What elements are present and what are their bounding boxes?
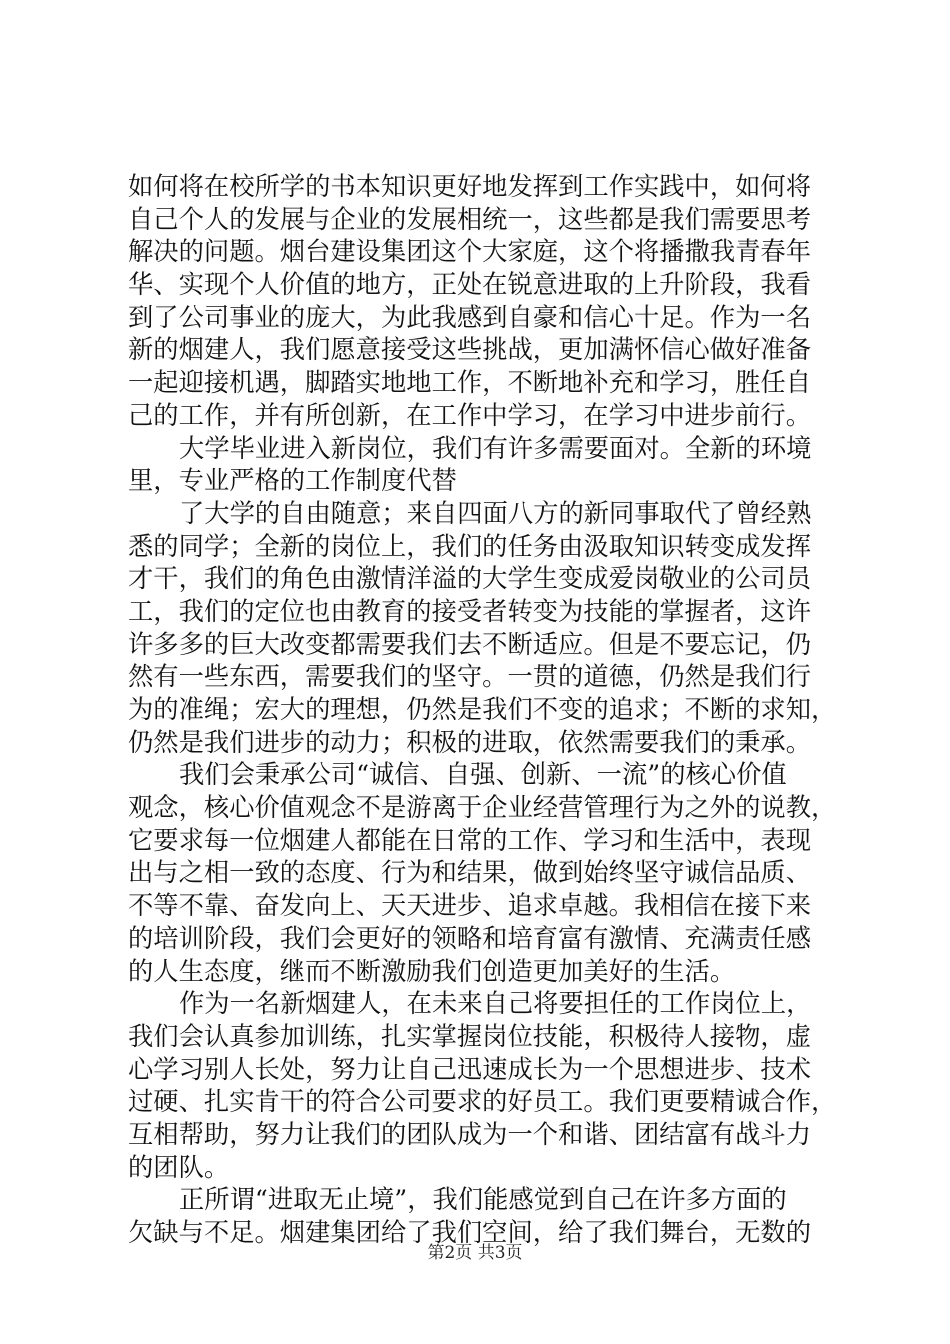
text-line: 己的工作，并有所创新，在工作中学习，在学习中进步前行。 [128, 400, 812, 430]
text-line: 我们会认真参加训练，扎实掌握岗位技能，积极待人接物，虚 [128, 1021, 812, 1051]
text-line: 为的准绳；宏大的理想，仍然是我们不变的追求；不断的求知， [128, 695, 837, 724]
text-line: 新的烟建人，我们愿意接受这些挑战，更加满怀信心做好准备 [128, 335, 812, 365]
text-line: 才干，我们的角色由激情洋溢的大学生变成爱岗敬业的公司员 [128, 564, 812, 594]
text-line: 一起迎接机遇，脚踏实地地工作，不断地补充和学习，胜任自 [128, 368, 812, 398]
text-line: 的培训阶段，我们会更好的领略和培育富有激情、充满责任感 [128, 923, 812, 953]
paragraph-start-line: 正所谓“进取无止境”，我们能感觉到自己在许多方面的 [179, 1185, 787, 1215]
text-line: 互相帮助，努力让我们的团队成为一个和谐、团结富有战斗力 [128, 1119, 812, 1149]
text-line: 的团队。 [128, 1152, 230, 1182]
text-line: 到了公司事业的庞大，为此我感到自豪和信心十足。作为一名 [128, 302, 812, 332]
text-line: 仍然是我们进步的动力；积极的进取，依然需要我们的秉承。 [128, 727, 812, 757]
text-line: 观念，核心价值观念不是游离于企业经营管理行为之外的说教， [128, 793, 837, 823]
page-number-footer: 第2页 共3页 [427, 1243, 523, 1263]
paragraph-start-line: 大学毕业进入新岗位，我们有许多需要面对。全新的环境 [179, 433, 812, 463]
text-line: 悉的同学；全新的岗位上，我们的任务由汲取知识转变成发挥 [128, 531, 812, 561]
text-line: 它要求每一位烟建人都能在日常的工作、学习和生活中，表现 [128, 825, 812, 855]
text-line: 里，专业严格的工作制度代替 [128, 466, 457, 496]
text-line: 出与之相一致的态度、行为和结果，做到始终坚守诚信品质、 [128, 858, 812, 888]
paragraph-start-line: 我们会秉承公司“诚信、自强、创新、一流”的核心价值 [179, 760, 787, 790]
text-line: 如何将在校所学的书本知识更好地发挥到工作实践中，如何将 [128, 172, 812, 201]
paragraph-start-line: 了大学的自由随意；来自四面八方的新同事取代了曾经熟 [179, 498, 812, 528]
text-line: 欠缺与不足。烟建集团给了我们空间，给了我们舞台，无数的 [128, 1218, 812, 1247]
paragraph-start-line: 作为一名新烟建人，在未来自己将要担任的工作岗位上， [179, 989, 812, 1019]
text-line: 心学习别人长处，努力让自己迅速成长为一个思想进步、技术 [128, 1054, 812, 1084]
text-line: 不等不靠、奋发向上、天天进步、追求卓越。我相信在接下来 [128, 891, 812, 921]
text-line: 华、实现个人价值的地方，正处在锐意进取的上升阶段，我看 [128, 270, 812, 300]
text-line: 然有一些东西，需要我们的坚守。一贯的道德，仍然是我们行 [128, 662, 812, 692]
text-line: 过硬、扎实肯干的符合公司要求的好员工。我们更要精诚合作， [128, 1087, 837, 1117]
text-line: 工，我们的定位也由教育的接受者转变为技能的掌握者，这许 [128, 596, 812, 626]
text-line: 的人生态度，继而不断激励我们创造更加美好的生活。 [128, 956, 736, 986]
text-line: 解决的问题。烟台建设集团这个大家庭，这个将播撒我青春年 [128, 237, 812, 267]
document-body [128, 171, 836, 1250]
text-line: 许多多的巨大改变都需要我们去不断适应。但是不要忘记，仍 [128, 629, 812, 659]
text-line: 自己个人的发展与企业的发展相统一，这些都是我们需要思考 [128, 204, 812, 234]
